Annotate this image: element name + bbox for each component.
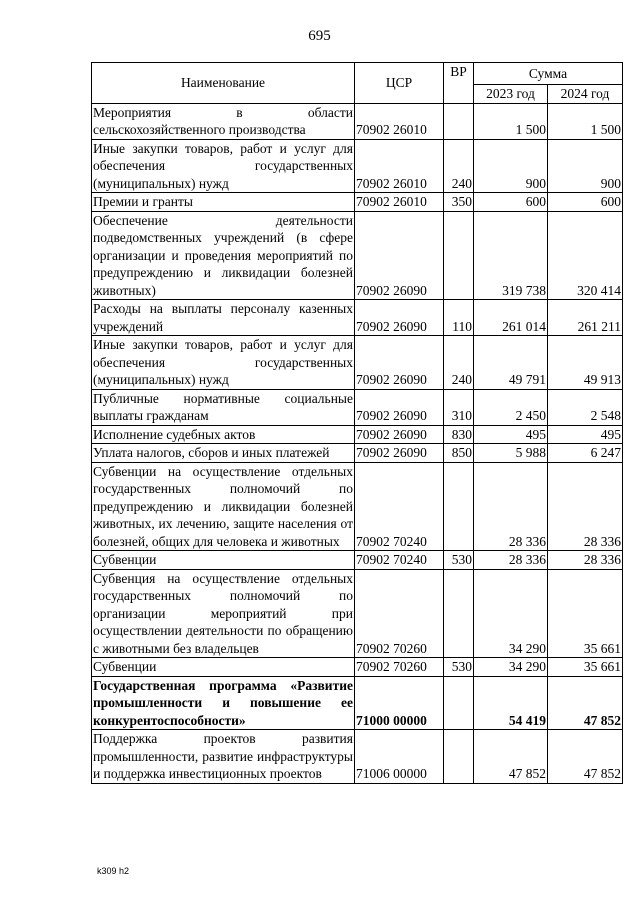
header-sum: Сумма — [474, 63, 623, 85]
row-name-cell: Иные закупки товаров, работ и услуг для обеспечения государственных (муниципальных) нужд — [93, 140, 353, 191]
row-2024-cell: 28 336 — [548, 551, 623, 570]
row-csr-cell: 70902 26090 — [355, 425, 444, 444]
row-2023-cell: 28 336 — [474, 462, 548, 551]
row-2023-cell: 28 336 — [474, 551, 548, 570]
row-csr-cell: 70902 26090 — [355, 389, 444, 425]
row-vr-cell: 310 — [444, 389, 474, 425]
row-2024-cell: 495 — [548, 425, 623, 444]
row-2024-cell: 2 548 — [548, 389, 623, 425]
row-name-cell: Премии и гранты — [92, 193, 355, 212]
row-vr-cell: 350 — [444, 193, 474, 212]
row-vr-cell: 240 — [444, 139, 474, 193]
row-2024-cell: 49 913 — [548, 336, 623, 390]
row-vr-cell — [444, 569, 474, 658]
table-row — [92, 300, 623, 336]
table-row — [92, 139, 623, 193]
row-2024-cell: 600 — [548, 193, 623, 212]
row-name-cell: Поддержка проектов развития промышленности, развитие инфраструктуры и поддержка инвестиционных проектов — [93, 731, 353, 781]
table-row — [92, 444, 623, 463]
row-name-cell: Мероприятия в области сельскохозяйственного производства — [93, 104, 353, 137]
row-csr-cell: 70902 26010 — [355, 103, 444, 139]
row-name-cell: Обеспечение деятельности подведомственных учреждений (в сфере организации и проведения мероприятий по предупреждению и ликвидации болезней животных) — [93, 212, 353, 298]
row-2024-cell: 261 211 — [548, 300, 623, 336]
row-2023-cell: 34 290 — [474, 658, 548, 677]
row-name-cell: Публичные нормативные социальные выплаты гражданам — [93, 390, 353, 423]
row-csr-cell: 71000 00000 — [355, 676, 444, 730]
row-2024-cell: 900 — [548, 139, 623, 193]
row-2024-cell: 35 661 — [548, 658, 623, 677]
row-vr-cell — [444, 462, 474, 551]
table-row — [92, 569, 623, 658]
row-2024-cell: 47 852 — [548, 730, 623, 784]
row-csr-cell: 70902 26010 — [355, 139, 444, 193]
row-name-cell: Государственная программа «Развитие промышленности и повышение ее конкурентоспособности» — [93, 677, 353, 728]
header-csr: ЦСР — [355, 63, 444, 104]
row-vr-cell: 850 — [444, 444, 474, 463]
header-name: Наименование — [92, 63, 355, 104]
row-2023-cell: 495 — [474, 425, 548, 444]
row-name-cell: Иные закупки товаров, работ и услуг для обеспечения государственных (муниципальных) нужд — [93, 337, 353, 387]
row-csr-cell: 70902 70260 — [355, 569, 444, 658]
row-csr-cell: 70902 26090 — [355, 336, 444, 390]
table-row — [92, 676, 623, 730]
table-row — [92, 193, 623, 212]
row-name-cell: Исполнение судебных актов — [92, 425, 355, 444]
row-2023-cell: 319 738 — [474, 211, 548, 300]
row-vr-cell: 530 — [444, 658, 474, 677]
budget-table — [91, 62, 623, 784]
row-2023-cell: 600 — [474, 193, 548, 212]
table-row — [92, 730, 623, 784]
row-2023-cell: 34 290 — [474, 569, 548, 658]
row-vr-cell: 530 — [444, 551, 474, 570]
row-name-cell: Расходы на выплаты персоналу казенных учреждений — [93, 301, 353, 334]
row-csr-cell: 70902 26090 — [355, 444, 444, 463]
row-vr-cell — [444, 730, 474, 784]
row-name-cell: Субвенция на осуществление отдельных государственных полномочий по организации мероприятий при осуществлении деятельности по обращению с животными без владельцев — [93, 570, 353, 656]
row-name-cell: Субвенции — [92, 551, 355, 570]
row-csr-cell: 70902 26010 — [355, 193, 444, 212]
row-csr-cell: 70902 70240 — [355, 551, 444, 570]
row-vr-cell: 240 — [444, 336, 474, 390]
table-row — [92, 103, 623, 139]
row-vr-cell — [444, 211, 474, 300]
row-vr-cell: 110 — [444, 300, 474, 336]
row-csr-cell: 70902 26090 — [355, 300, 444, 336]
header-year-2024: 2024 год — [548, 85, 623, 104]
row-2024-cell: 1 500 — [548, 103, 623, 139]
row-2024-cell: 35 661 — [548, 569, 623, 658]
row-vr-cell — [444, 103, 474, 139]
row-name-cell: Субвенции — [92, 658, 355, 677]
row-vr-cell — [444, 676, 474, 730]
row-2023-cell: 49 791 — [474, 336, 548, 390]
table-row — [92, 462, 623, 551]
row-2024-cell: 47 852 — [548, 676, 623, 730]
row-vr-cell: 830 — [444, 425, 474, 444]
row-name-cell: Субвенции на осуществление отдельных государственных полномочий по предупреждению и ликвидации болезней животных, их лечению, защите населения от болезней, общих для человека и животных — [93, 463, 353, 549]
row-2023-cell: 5 988 — [474, 444, 548, 463]
footer-code: k309 h2 — [97, 866, 130, 876]
table-row — [92, 336, 623, 390]
row-csr-cell: 71006 00000 — [355, 730, 444, 784]
row-2023-cell: 1 500 — [474, 103, 548, 139]
row-csr-cell: 70902 70260 — [355, 658, 444, 677]
table-row — [92, 389, 623, 425]
header-vr: ВР — [444, 63, 474, 104]
row-2023-cell: 54 419 — [474, 676, 548, 730]
table-row — [92, 425, 623, 444]
header-year-2023: 2023 год — [474, 85, 548, 104]
row-csr-cell: 70902 26090 — [355, 211, 444, 300]
row-2024-cell: 28 336 — [548, 462, 623, 551]
row-2024-cell: 6 247 — [548, 444, 623, 463]
row-2023-cell: 2 450 — [474, 389, 548, 425]
row-name-cell: Уплата налогов, сборов и иных платежей — [92, 444, 355, 463]
row-csr-cell: 70902 70240 — [355, 462, 444, 551]
table-row — [92, 658, 623, 677]
row-2024-cell: 320 414 — [548, 211, 623, 300]
page-number: 695 — [308, 28, 331, 44]
row-2023-cell: 900 — [474, 139, 548, 193]
table-row — [92, 211, 623, 300]
table-row — [92, 551, 623, 570]
row-2023-cell: 261 014 — [474, 300, 548, 336]
row-2023-cell: 47 852 — [474, 730, 548, 784]
